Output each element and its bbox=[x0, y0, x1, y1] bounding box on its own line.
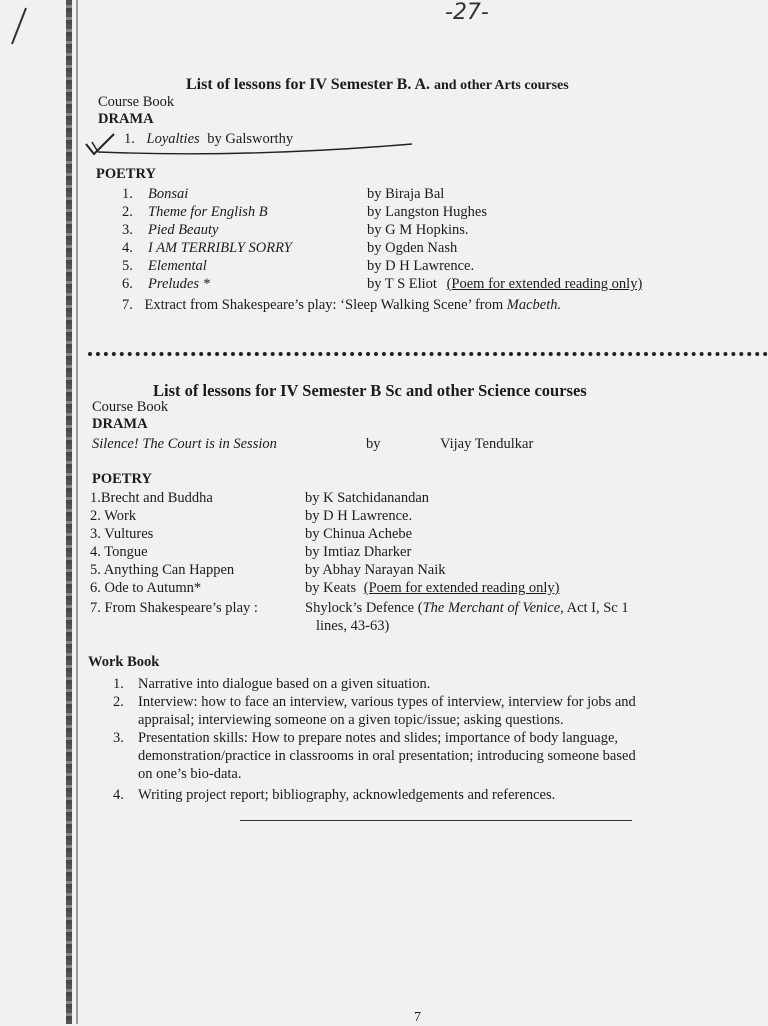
science-poetry-title-4: 4. Tongue bbox=[90, 544, 148, 560]
arts-poetry-author-4: by Ogden Nash bbox=[367, 240, 458, 256]
workbook-item-3-line-3: on one’s bio-data. bbox=[138, 766, 242, 782]
science-poetry-title-2: 2. Work bbox=[90, 508, 137, 524]
workbook-item-3-line-1: Presentation skills: How to prepare notes and slides; importance of body language, bbox=[138, 730, 619, 746]
margin-slash-mark bbox=[6, 6, 30, 48]
arts-poetry-author-2: by Langston Hughes bbox=[367, 204, 488, 220]
science-drama-title: Silence! The Court is in Session bbox=[92, 436, 277, 452]
arts-poetry-num-2: 2. bbox=[122, 204, 133, 220]
arts-poetry-title-4: I AM TERRIBLY SORRY bbox=[148, 240, 292, 256]
workbook-item-2-line-1: Interview: how to face an interview, various types of interview, interview for jobs and bbox=[138, 694, 636, 710]
arts-poetry-num-6: 6. bbox=[122, 276, 133, 292]
arts-poetry-num-4: 4. bbox=[122, 240, 133, 256]
arts-extract-item: 7. Extract from Shakespeare’s play: ‘Sleep Walking Scene’ from Macbeth. bbox=[122, 297, 562, 313]
science-shakespeare-lead: 7. From Shakespeare’s play : bbox=[90, 600, 258, 616]
workbook-item-3-line-2: demonstration/practice in classrooms in oral presentation; introducing someone based bbox=[138, 748, 636, 764]
extended-reading-note: (Poem for extended reading only) bbox=[446, 276, 643, 292]
closing-rule bbox=[240, 820, 632, 821]
science-poetry-author-1: by K Satchidanandan bbox=[305, 490, 430, 506]
handwritten-page-number: -27- bbox=[445, 0, 489, 25]
arts-poetry-author-6: by T S Eliot (Poem for extended reading only) bbox=[367, 276, 643, 292]
workbook-item-4-line-1: Writing project report; bibliography, acknowledgements and references. bbox=[138, 787, 556, 803]
arts-poetry-num-1: 1. bbox=[122, 186, 133, 202]
workbook-label: Work Book bbox=[88, 654, 160, 670]
page-number: 7 bbox=[414, 1010, 421, 1025]
workbook-item-2-line-2: appraisal; interviewing someone on a given topic/issue; asking questions. bbox=[138, 712, 564, 728]
science-poetry-author-2: by D H Lawrence. bbox=[305, 508, 413, 524]
arts-poetry-author-5: by D H Lawrence. bbox=[367, 258, 475, 274]
arts-poetry-title-5: Elemental bbox=[148, 258, 207, 274]
science-poetry-author-4: by Imtiaz Dharker bbox=[305, 544, 412, 560]
science-poetry-author-3: by Chinua Achebe bbox=[305, 526, 413, 542]
science-shakespeare-lines: lines, 43-63) bbox=[316, 618, 390, 634]
science-drama-author: Vijay Tendulkar bbox=[440, 436, 534, 452]
arts-poetry-title-2: Theme for English B bbox=[148, 204, 268, 220]
arts-poetry-author-3: by G M Hopkins. bbox=[367, 222, 469, 238]
arts-poetry-author-1: by Biraja Bal bbox=[367, 186, 445, 202]
binding-line bbox=[76, 0, 78, 1024]
workbook-item-num-1: 1. bbox=[113, 676, 124, 692]
science-drama-by: by bbox=[366, 436, 381, 452]
arts-poetry-label: POETRY bbox=[96, 166, 156, 182]
arts-drama-item: 1. Loyalties by Galsworthy bbox=[124, 131, 294, 147]
science-course-book-label: Course Book bbox=[92, 399, 169, 415]
arts-section-title: List of lessons for IV Semester B. A. and other Arts courses bbox=[186, 76, 569, 93]
section-divider-dotted bbox=[88, 352, 768, 356]
arts-poetry-title-1: Bonsai bbox=[148, 186, 189, 202]
workbook-item-num-3: 3. bbox=[113, 730, 124, 746]
workbook-item-num-2: 2. bbox=[113, 694, 124, 710]
science-drama-label: DRAMA bbox=[92, 416, 148, 432]
workbook-item-num-4: 4. bbox=[113, 787, 124, 803]
arts-poetry-title-3: Pied Beauty bbox=[148, 222, 219, 238]
arts-poetry-num-5: 5. bbox=[122, 258, 133, 274]
science-poetry-title-3: 3. Vultures bbox=[90, 526, 154, 542]
handwritten-underline bbox=[96, 142, 414, 158]
science-poetry-title-6: 6. Ode to Autumn* bbox=[90, 580, 202, 596]
arts-drama-label: DRAMA bbox=[98, 111, 154, 127]
arts-course-book-label: Course Book bbox=[98, 94, 175, 110]
science-poetry-author-5: by Abhay Narayan Naik bbox=[305, 562, 446, 578]
science-poetry-title-1: 1.Brecht and Buddha bbox=[90, 490, 213, 506]
binding-edge bbox=[66, 0, 72, 1024]
science-poetry-title-5: 5. Anything Can Happen bbox=[90, 562, 235, 578]
science-shakespeare-text: Shylock’s Defence (The Merchant of Venice, Act I, Sc 1 bbox=[305, 600, 629, 616]
workbook-item-1-line-1: Narrative into dialogue based on a given situation. bbox=[138, 676, 431, 692]
arts-poetry-num-3: 3. bbox=[122, 222, 133, 238]
science-poetry-label: POETRY bbox=[92, 471, 152, 487]
science-poetry-author-6: by Keats (Poem for extended reading only) bbox=[305, 580, 560, 596]
extended-reading-note: (Poem for extended reading only) bbox=[363, 580, 560, 596]
arts-poetry-title-6: Preludes * bbox=[148, 276, 210, 292]
science-section-title: List of lessons for IV Semester B Sc and other Science courses bbox=[153, 381, 587, 400]
